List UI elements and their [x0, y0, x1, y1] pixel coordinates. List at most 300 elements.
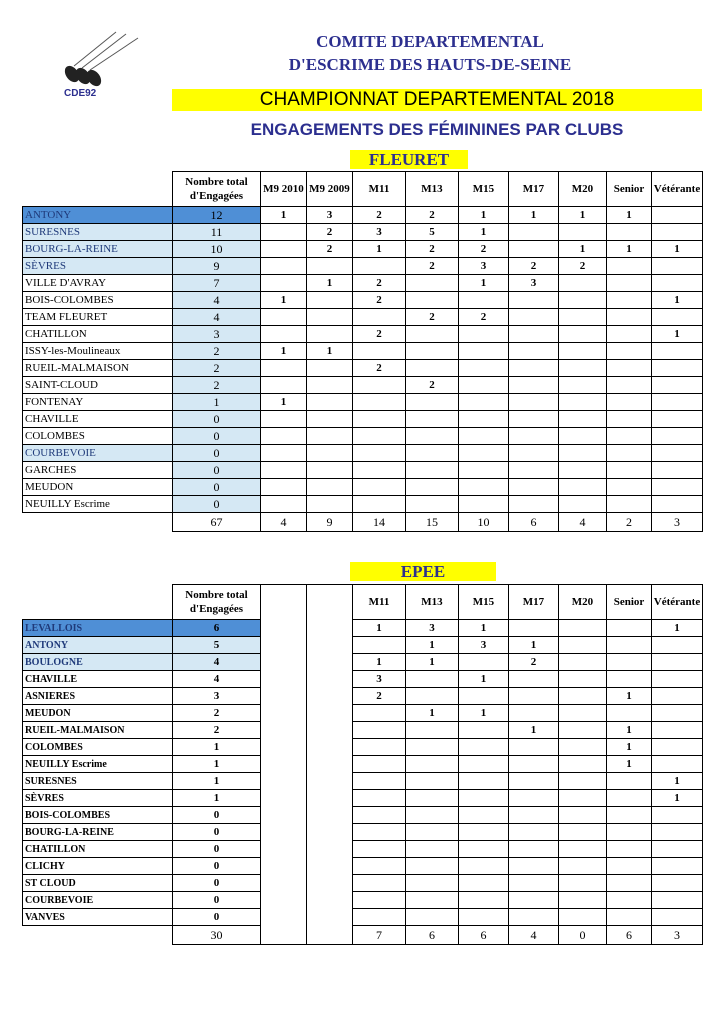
club-name: RUEIL-MALMAISON — [23, 360, 173, 377]
count-cell — [509, 892, 559, 909]
table-row — [23, 773, 703, 790]
count-cell — [459, 807, 509, 824]
count-cell: 1 — [607, 241, 652, 258]
count-cell — [559, 790, 607, 807]
count-cell: 2 — [353, 292, 406, 309]
count-cell — [652, 739, 703, 756]
totals-row — [23, 513, 703, 532]
count-cell — [261, 892, 307, 909]
table-row — [23, 654, 703, 671]
header-row — [23, 585, 703, 620]
count-cell — [261, 824, 307, 841]
table-row — [23, 224, 703, 241]
count-cell: 1 — [307, 343, 353, 360]
club-total: 4 — [173, 671, 261, 688]
count-cell — [652, 705, 703, 722]
table-row — [23, 343, 703, 360]
count-cell — [261, 705, 307, 722]
totals-blank — [23, 926, 173, 945]
count-cell — [307, 654, 353, 671]
count-cell — [459, 479, 509, 496]
count-cell — [353, 394, 406, 411]
count-cell — [307, 739, 353, 756]
count-cell — [406, 841, 459, 858]
table-row — [23, 479, 703, 496]
count-cell — [406, 445, 459, 462]
count-cell: 1 — [353, 654, 406, 671]
count-cell: 1 — [406, 705, 459, 722]
page-title: CHAMPIONNAT DEPARTEMENTAL 2018 — [172, 89, 702, 111]
count-cell — [652, 258, 703, 275]
table-row — [23, 807, 703, 824]
count-cell — [261, 275, 307, 292]
club-name: SURESNES — [23, 773, 173, 790]
count-cell — [559, 309, 607, 326]
count-cell — [652, 875, 703, 892]
count-cell: 3 — [307, 207, 353, 224]
count-cell — [261, 620, 307, 637]
count-cell — [261, 479, 307, 496]
table-row — [23, 688, 703, 705]
org-line-2: D'ESCRIME DES HAUTS-DE-SEINE — [288, 55, 572, 74]
club-name: FONTENAY — [23, 394, 173, 411]
count-cell — [509, 620, 559, 637]
count-cell — [652, 671, 703, 688]
count-cell — [652, 841, 703, 858]
count-cell — [261, 411, 307, 428]
count-cell: 1 — [459, 207, 509, 224]
count-cell — [559, 462, 607, 479]
count-cell: 2 — [307, 241, 353, 258]
table-row — [23, 462, 703, 479]
count-cell — [459, 360, 509, 377]
count-cell — [307, 326, 353, 343]
count-cell — [652, 394, 703, 411]
count-cell — [607, 824, 652, 841]
count-cell: 2 — [406, 241, 459, 258]
column-header: Nombre total d'Engagées — [173, 585, 261, 620]
table-row — [23, 309, 703, 326]
count-cell — [559, 292, 607, 309]
count-cell — [406, 909, 459, 926]
count-cell — [559, 722, 607, 739]
count-cell — [459, 654, 509, 671]
count-cell — [353, 428, 406, 445]
fleuret-table — [22, 171, 703, 532]
club-total: 0 — [173, 858, 261, 875]
count-cell — [307, 841, 353, 858]
count-cell — [261, 360, 307, 377]
count-cell — [559, 326, 607, 343]
club-total: 3 — [173, 688, 261, 705]
count-cell — [307, 496, 353, 513]
count-cell — [607, 875, 652, 892]
count-cell — [307, 292, 353, 309]
club-total: 0 — [173, 909, 261, 926]
count-cell — [559, 841, 607, 858]
count-cell: 1 — [607, 688, 652, 705]
count-cell — [509, 309, 559, 326]
count-cell — [559, 394, 607, 411]
count-cell: 1 — [509, 637, 559, 654]
count-cell — [509, 705, 559, 722]
count-cell — [261, 241, 307, 258]
column-total: 6 — [607, 926, 652, 945]
count-cell — [353, 807, 406, 824]
club-total: 12 — [173, 207, 261, 224]
count-cell — [406, 360, 459, 377]
count-cell: 1 — [652, 326, 703, 343]
table-row — [23, 909, 703, 926]
club-total: 0 — [173, 496, 261, 513]
count-cell — [559, 807, 607, 824]
count-cell — [607, 705, 652, 722]
column-header: M17 — [509, 172, 559, 207]
count-cell — [261, 722, 307, 739]
count-cell — [459, 722, 509, 739]
column-total: 7 — [353, 926, 406, 945]
count-cell — [607, 773, 652, 790]
count-cell — [607, 394, 652, 411]
count-cell: 1 — [353, 620, 406, 637]
club-total: 1 — [173, 773, 261, 790]
count-cell — [261, 654, 307, 671]
epee-label: EPEE — [350, 562, 496, 581]
club-name: CHATILLON — [23, 841, 173, 858]
club-name: COLOMBES — [23, 739, 173, 756]
count-cell: 1 — [559, 241, 607, 258]
column-total — [307, 926, 353, 945]
table-row — [23, 637, 703, 654]
count-cell: 1 — [652, 773, 703, 790]
count-cell — [261, 739, 307, 756]
count-cell: 2 — [307, 224, 353, 241]
table-row — [23, 275, 703, 292]
count-cell: 1 — [261, 394, 307, 411]
count-cell — [353, 637, 406, 654]
count-cell: 2 — [406, 377, 459, 394]
count-cell — [509, 875, 559, 892]
column-total: 30 — [173, 926, 261, 945]
club-total: 2 — [173, 377, 261, 394]
count-cell: 1 — [509, 207, 559, 224]
count-cell: 1 — [607, 756, 652, 773]
table-row — [23, 241, 703, 258]
column-total: 67 — [173, 513, 261, 532]
count-cell — [406, 671, 459, 688]
count-cell — [261, 841, 307, 858]
club-total: 0 — [173, 445, 261, 462]
club-name: VANVES — [23, 909, 173, 926]
column-total: 4 — [559, 513, 607, 532]
column-header: M20 — [559, 172, 607, 207]
count-cell: 2 — [353, 688, 406, 705]
count-cell — [652, 858, 703, 875]
club-name: CHAVILLE — [23, 671, 173, 688]
club-total: 2 — [173, 705, 261, 722]
count-cell: 1 — [652, 620, 703, 637]
count-cell — [459, 462, 509, 479]
count-cell — [307, 824, 353, 841]
count-cell — [307, 909, 353, 926]
totals-blank — [23, 513, 173, 532]
count-cell — [652, 807, 703, 824]
club-name: MEUDON — [23, 705, 173, 722]
count-cell — [353, 496, 406, 513]
count-cell — [307, 479, 353, 496]
corner-blank — [23, 172, 173, 207]
club-name: COURBEVOIE — [23, 445, 173, 462]
count-cell — [406, 807, 459, 824]
count-cell — [307, 705, 353, 722]
count-cell — [652, 824, 703, 841]
count-cell — [559, 479, 607, 496]
count-cell — [406, 722, 459, 739]
count-cell — [307, 722, 353, 739]
count-cell — [307, 428, 353, 445]
count-cell — [509, 343, 559, 360]
count-cell — [406, 875, 459, 892]
table-row — [23, 326, 703, 343]
count-cell — [406, 688, 459, 705]
count-cell — [652, 722, 703, 739]
club-total: 0 — [173, 411, 261, 428]
column-header: M9 2009 — [307, 172, 353, 207]
count-cell: 1 — [406, 654, 459, 671]
count-cell — [459, 688, 509, 705]
cde92-logo — [54, 30, 144, 105]
count-cell — [353, 377, 406, 394]
count-cell — [559, 411, 607, 428]
table-row — [23, 824, 703, 841]
count-cell — [509, 428, 559, 445]
column-total: 2 — [607, 513, 652, 532]
count-cell — [509, 292, 559, 309]
org-line-1: COMITE DEPARTEMENTAL — [316, 32, 544, 51]
table-row — [23, 671, 703, 688]
count-cell — [459, 292, 509, 309]
count-cell — [607, 479, 652, 496]
count-cell: 3 — [353, 224, 406, 241]
count-cell — [261, 377, 307, 394]
column-total: 6 — [509, 513, 559, 532]
count-cell — [307, 360, 353, 377]
club-name: NEUILLY Escrime — [23, 496, 173, 513]
count-cell — [261, 773, 307, 790]
club-total: 11 — [173, 224, 261, 241]
count-cell — [406, 394, 459, 411]
logo-text: CDE92 — [64, 88, 97, 99]
count-cell — [406, 411, 459, 428]
count-cell — [509, 241, 559, 258]
club-name: BOURG-LA-REINE — [23, 824, 173, 841]
column-total: 6 — [459, 926, 509, 945]
count-cell — [353, 841, 406, 858]
count-cell — [559, 671, 607, 688]
count-cell — [607, 462, 652, 479]
count-cell: 2 — [353, 360, 406, 377]
count-cell — [509, 790, 559, 807]
count-cell — [559, 892, 607, 909]
column-total: 15 — [406, 513, 459, 532]
count-cell — [261, 258, 307, 275]
club-name: ANTONY — [23, 637, 173, 654]
table-row — [23, 445, 703, 462]
column-header: Vétérante — [652, 172, 703, 207]
count-cell: 1 — [652, 241, 703, 258]
count-cell — [509, 671, 559, 688]
column-header: M15 — [459, 172, 509, 207]
count-cell — [307, 790, 353, 807]
club-name: LEVALLOIS — [23, 620, 173, 637]
count-cell — [406, 462, 459, 479]
count-cell — [353, 892, 406, 909]
column-header: M17 — [509, 585, 559, 620]
club-name: CLICHY — [23, 858, 173, 875]
table-row — [23, 790, 703, 807]
table-row — [23, 858, 703, 875]
column-header: Vétérante — [652, 585, 703, 620]
count-cell: 3 — [509, 275, 559, 292]
count-cell — [509, 224, 559, 241]
club-name: ASNIERES — [23, 688, 173, 705]
club-name: ISSY-les-Moulineaux — [23, 343, 173, 360]
count-cell — [652, 445, 703, 462]
count-cell — [559, 224, 607, 241]
count-cell: 1 — [307, 275, 353, 292]
count-cell — [307, 671, 353, 688]
count-cell — [459, 875, 509, 892]
table-row — [23, 705, 703, 722]
count-cell: 1 — [406, 637, 459, 654]
column-total: 3 — [652, 513, 703, 532]
count-cell — [607, 292, 652, 309]
table-row — [23, 258, 703, 275]
count-cell — [652, 479, 703, 496]
count-cell — [652, 411, 703, 428]
table-row — [23, 428, 703, 445]
club-total: 1 — [173, 756, 261, 773]
count-cell: 2 — [459, 241, 509, 258]
column-total: 14 — [353, 513, 406, 532]
column-total — [261, 926, 307, 945]
club-name: SURESNES — [23, 224, 173, 241]
table-row — [23, 739, 703, 756]
count-cell: 3 — [459, 637, 509, 654]
count-cell — [559, 654, 607, 671]
club-name: SÈVRES — [23, 258, 173, 275]
club-name: ST CLOUD — [23, 875, 173, 892]
count-cell — [559, 773, 607, 790]
club-total: 9 — [173, 258, 261, 275]
club-name: NEUILLY Escrime — [23, 756, 173, 773]
count-cell — [509, 807, 559, 824]
count-cell: 2 — [559, 258, 607, 275]
club-total: 2 — [173, 360, 261, 377]
count-cell — [307, 637, 353, 654]
count-cell — [406, 858, 459, 875]
corner-blank — [23, 585, 173, 620]
count-cell — [509, 394, 559, 411]
count-cell — [607, 445, 652, 462]
count-cell — [607, 275, 652, 292]
count-cell: 2 — [353, 207, 406, 224]
table-row — [23, 394, 703, 411]
count-cell — [509, 773, 559, 790]
count-cell — [559, 858, 607, 875]
count-cell: 3 — [459, 258, 509, 275]
count-cell — [406, 790, 459, 807]
club-total: 0 — [173, 875, 261, 892]
count-cell — [652, 360, 703, 377]
count-cell — [607, 411, 652, 428]
table-row — [23, 875, 703, 892]
count-cell — [652, 909, 703, 926]
club-total: 4 — [173, 292, 261, 309]
count-cell: 2 — [406, 207, 459, 224]
column-total: 0 — [559, 926, 607, 945]
count-cell: 1 — [459, 671, 509, 688]
count-cell — [353, 479, 406, 496]
table-row — [23, 377, 703, 394]
count-cell — [307, 411, 353, 428]
count-cell: 2 — [509, 654, 559, 671]
count-cell — [607, 309, 652, 326]
column-header: Nombre total d'Engagées — [173, 172, 261, 207]
count-cell — [559, 739, 607, 756]
count-cell — [607, 909, 652, 926]
count-cell — [353, 824, 406, 841]
count-cell — [261, 671, 307, 688]
club-total: 0 — [173, 462, 261, 479]
count-cell — [559, 688, 607, 705]
column-header: M13 — [406, 585, 459, 620]
count-cell — [559, 343, 607, 360]
club-total: 0 — [173, 841, 261, 858]
column-header: M9 2010 — [261, 172, 307, 207]
count-cell — [353, 875, 406, 892]
count-cell: 3 — [353, 671, 406, 688]
count-cell — [261, 790, 307, 807]
count-cell — [607, 326, 652, 343]
count-cell — [261, 637, 307, 654]
table-row — [23, 841, 703, 858]
count-cell — [509, 824, 559, 841]
count-cell — [559, 360, 607, 377]
column-total: 9 — [307, 513, 353, 532]
count-cell: 1 — [261, 207, 307, 224]
count-cell — [353, 343, 406, 360]
count-cell — [459, 326, 509, 343]
count-cell — [607, 343, 652, 360]
count-cell — [459, 773, 509, 790]
count-cell — [261, 326, 307, 343]
club-total: 4 — [173, 309, 261, 326]
count-cell — [459, 377, 509, 394]
club-total: 3 — [173, 326, 261, 343]
count-cell — [261, 858, 307, 875]
count-cell — [459, 343, 509, 360]
count-cell: 1 — [261, 292, 307, 309]
count-cell — [509, 496, 559, 513]
count-cell — [307, 773, 353, 790]
count-cell: 2 — [353, 275, 406, 292]
count-cell: 1 — [607, 207, 652, 224]
club-total: 6 — [173, 620, 261, 637]
club-name: BOULOGNE — [23, 654, 173, 671]
count-cell — [652, 654, 703, 671]
count-cell — [261, 462, 307, 479]
